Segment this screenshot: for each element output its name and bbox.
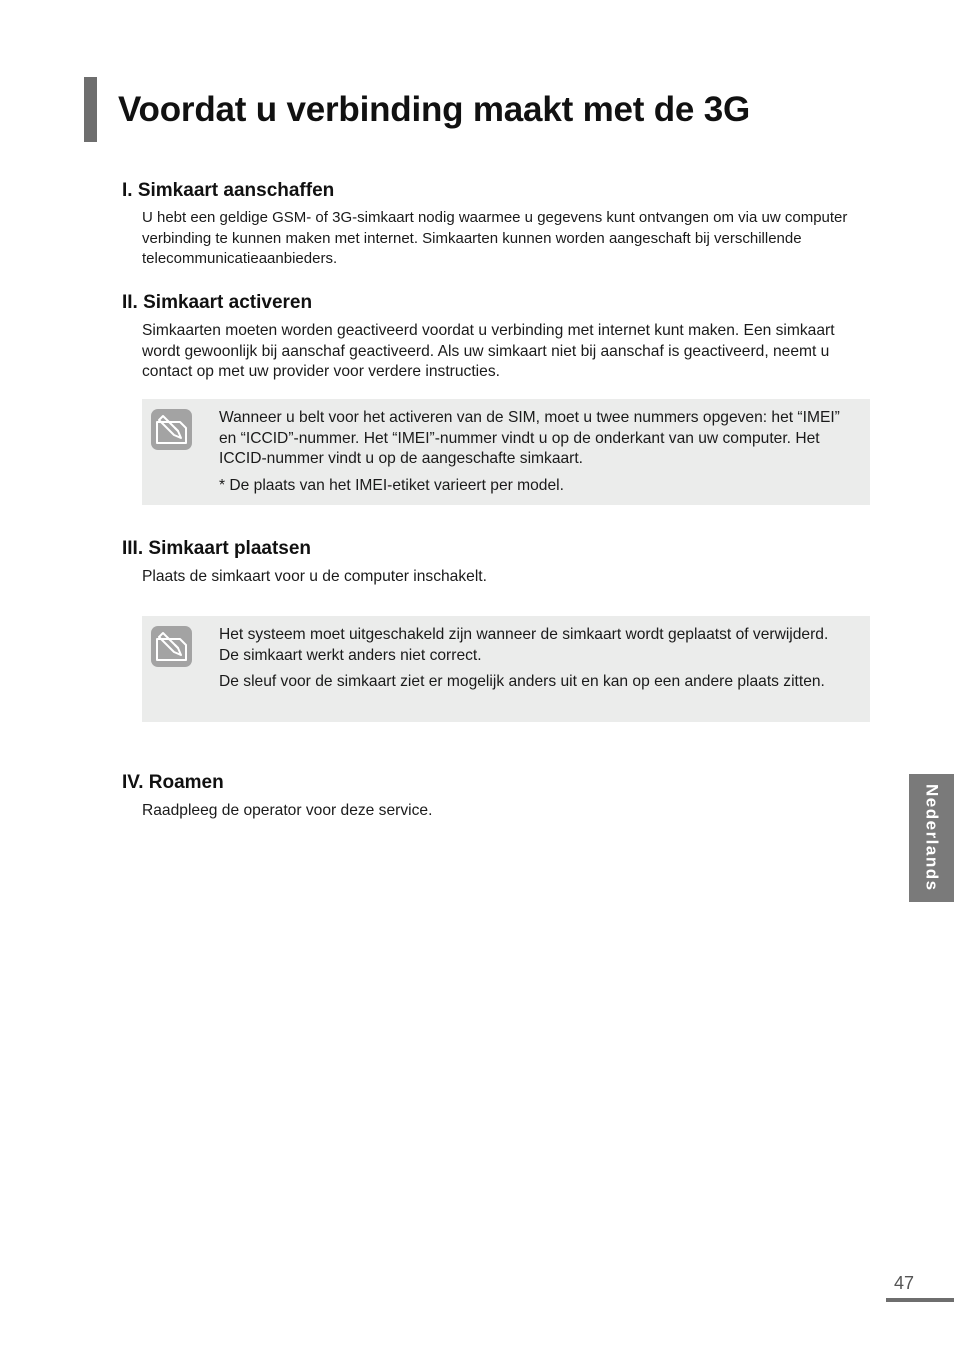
- page-title: Voordat u verbinding maakt met de 3G: [118, 90, 750, 129]
- note-line: De sleuf voor de simkaart ziet er mogelijk anders uit en kan op een andere plaats zitten.: [219, 673, 825, 691]
- page-number-rule: [886, 1298, 954, 1302]
- title-accent-bar: [84, 77, 97, 142]
- section-body: Raadpleeg de operator voor deze service.: [142, 802, 433, 819]
- note-box-sim-insertion: [142, 616, 870, 722]
- section-body: U hebt een geldige GSM- of 3G-simkaart nodig waarmee u gegevens kunt ontvangen om via uw computer verbinding te kunnen maken met internet. Simkaarten kunnen worden aangeschaft bij verschillende telecommunicatieaanbieders.: [142, 209, 848, 267]
- pencil-note-icon: [151, 409, 192, 450]
- section-heading: III. Simkaart plaatsen: [122, 538, 312, 559]
- section-body: Simkaarten moeten worden geactiveerd voordat u verbinding met internet kunt maken. Een simkaart wordt gewoonlijk bij aanschaf geactiveerd. Als uw simkaart niet bij aanschaf is geactiveerd, neemt u contact op met uw provider voor verdere instructies.: [142, 322, 835, 381]
- section-simkaart-aanschaffen: [122, 179, 872, 270]
- section-heading: II. Simkaart activeren: [122, 292, 313, 313]
- note-line: Wanneer u belt voor het activeren van de SIM, moet u twee nummers opgeven: het “IMEI” en “ICCID”-nummer. Het “IMEI”-nummer vindt u op de onderkant van uw computer. Het ICCID-nummer vindt u op de aangeschafte simkaart.: [219, 409, 840, 468]
- note-box-sim-activation: [142, 399, 870, 505]
- note-line: * De plaats van het IMEI-etiket varieert per model.: [219, 476, 564, 494]
- section-body: Plaats de simkaart voor u de computer inschakelt.: [142, 568, 487, 585]
- section-heading: IV. Roamen: [122, 772, 224, 793]
- section-simkaart-activeren: [122, 291, 872, 383]
- section-simkaart-plaatsen: [122, 537, 872, 588]
- section-roamen: [122, 771, 872, 822]
- pencil-note-icon: [151, 626, 192, 667]
- section-heading: I. Simkaart aanschaffen: [122, 180, 335, 201]
- language-tab: [909, 774, 954, 902]
- language-tab-label: Nederlands: [922, 784, 942, 892]
- page-number: 47: [894, 1273, 915, 1293]
- note-line: Het systeem moet uitgeschakeld zijn wanneer de simkaart wordt geplaatst of verwijderd. De simkaart werkt anders niet correct.: [219, 626, 829, 664]
